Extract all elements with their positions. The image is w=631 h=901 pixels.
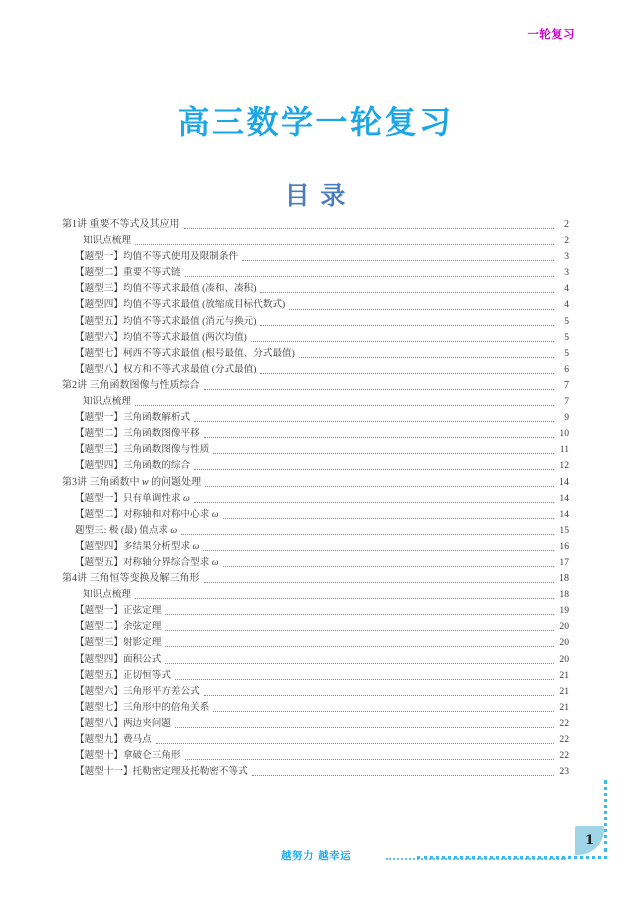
toc-entry-page-number: 21 [559,669,569,681]
toc-leader-dots [204,388,555,390]
toc-entry[interactable] [62,507,569,523]
toc-leader-dots [165,662,554,664]
toc-leader-dots [204,694,554,696]
toc-entry-page-number: 9 [564,412,569,424]
toc-leader-dots [185,758,554,760]
toc-leader-dots [165,613,554,615]
toc-entry-label: 【题型七】柯西不等式求最值 (根号最值、分式最值) [75,347,295,359]
toc-entry-label: 【题型三】射影定理 [75,637,162,649]
toc-leader-dots [135,243,554,245]
toc-entry-label: 【题型十】拿破仑三角形 [75,750,181,762]
toc-entry[interactable] [62,330,569,346]
toc-entry[interactable] [62,314,569,330]
toc-leader-dots [184,227,555,229]
toc-leader-dots [135,404,554,406]
table-of-contents [62,217,569,780]
toc-entry-label: 【题型一】正弦定理 [75,605,162,617]
toc-leader-dots [203,549,554,551]
toc-entry-label: 【题型七】三角形中的倍角关系 [75,701,210,713]
toc-entry[interactable] [62,297,569,313]
toc-entry-label: 【题型四】三角函数的综合 [75,460,191,472]
toc-leader-dots [289,308,554,310]
toc-entry-page-number: 19 [559,605,569,617]
toc-entry-label: 第2讲 三角函数图像与性质综合 [62,379,200,391]
footer-slogan: 越努力 越幸运 [281,850,352,862]
toc-entry-label: 【题型五】均值不等式求最值 (消元与换元) [75,315,257,327]
toc-entry[interactable] [62,619,569,635]
toc-leader-dots [181,533,554,535]
toc-entry-label: 【题型五】对称轴分界综合型求 ω [75,556,219,568]
toc-entry-page-number: 20 [559,621,569,633]
toc-entry[interactable] [62,571,569,587]
toc-entry[interactable] [62,491,569,507]
toc-entry-label: 【题型二】三角函数图像平移 [75,428,200,440]
toc-entry-label: 【题型五】正切恒等式 [75,669,171,681]
toc-heading: 目 录 [284,181,347,210]
toc-leader-dots [204,436,554,438]
toc-leader-dots [185,275,554,277]
toc-leader-dots [260,324,554,326]
toc-entry-page-number: 21 [559,701,569,713]
toc-entry[interactable] [62,426,569,442]
toc-entry-page-number: 20 [559,637,569,649]
toc-entry-page-number: 5 [564,347,569,359]
toc-entry[interactable] [62,281,569,297]
toc-entry[interactable] [62,764,569,780]
page-title: 高三数学一轮复习 [177,103,454,141]
toc-entry[interactable] [62,249,569,265]
toc-entry-page-number: 3 [564,267,569,279]
toc-entry[interactable] [62,668,569,684]
toc-entry-label: 题型三: 极 (最) 值点求 ω [75,524,178,536]
toc-entry-page-number: 14 [559,476,569,488]
toc-leader-dots [205,485,554,487]
toc-entry[interactable] [62,394,569,410]
toc-leader-dots [194,468,554,470]
toc-entry[interactable] [62,539,569,555]
toc-entry-page-number: 11 [559,444,569,456]
corner-dotted-horizontal-line [417,856,607,859]
toc-entry[interactable] [62,603,569,619]
toc-entry[interactable] [62,410,569,426]
toc-entry-page-number: 16 [559,540,569,552]
toc-entry[interactable] [62,346,569,362]
toc-leader-dots [194,420,554,422]
toc-leader-dots [223,565,555,567]
toc-entry-page-number: 23 [559,766,569,778]
toc-leader-dots [175,726,554,728]
toc-leader-dots [260,372,554,374]
toc-entry-page-number: 14 [559,492,569,504]
toc-entry-page-number: 15 [559,524,569,536]
toc-entry-page-number: 4 [564,283,569,295]
toc-entry[interactable] [62,217,569,233]
toc-entry[interactable] [62,732,569,748]
toc-leader-dots [165,629,554,631]
toc-entry-page-number: 7 [564,379,569,391]
toc-entry-page-number: 2 [564,235,569,247]
toc-entry[interactable] [62,475,569,491]
toc-leader-dots [156,742,554,744]
page-number-badge: 1 [575,826,604,855]
toc-leader-dots [260,291,554,293]
toc-entry-label: 【题型十一】托勒密定理及托勒密不等式 [75,766,248,778]
toc-entry-page-number: 21 [559,685,569,697]
toc-entry-page-number: 5 [564,315,569,327]
toc-entry[interactable] [62,265,569,281]
running-header: 一轮复习 [527,27,575,41]
toc-entry[interactable] [62,684,569,700]
toc-leader-dots [175,678,554,680]
toc-leader-dots [299,356,554,358]
toc-entry-page-number: 18 [559,589,569,601]
toc-entry-page-number: 14 [559,508,569,520]
toc-entry[interactable] [62,523,569,539]
toc-leader-dots [204,581,555,583]
toc-entry-page-number: 6 [564,363,569,375]
corner-dotted-vertical-line [604,780,607,852]
toc-entry-label: 【题型四】多结果分析型求 ω [75,540,200,552]
toc-entry[interactable] [62,652,569,668]
toc-entry-label: 第4讲 三角恒等变换及解三角形 [62,573,200,585]
toc-entry-label: 【题型六】均值不等式求最值 (两次均值) [75,331,247,343]
toc-entry-label: 【题型六】三角形平方差公式 [75,685,200,697]
toc-entry[interactable] [62,378,569,394]
toc-entry-label: 【题型三】均值不等式求最值 (凑和、凑积) [75,283,257,295]
toc-entry[interactable] [62,748,569,764]
toc-leader-dots [251,340,554,342]
toc-entry-label: 【题型九】费马点 [75,734,152,745]
toc-entry[interactable] [62,458,569,474]
toc-entry[interactable] [62,635,569,651]
toc-entry-label: 【题型八】两边夹问题 [75,717,171,729]
toc-leader-dots [194,501,554,503]
toc-entry-label: 【题型一】三角函数解析式 [75,412,191,424]
toc-leader-dots [252,774,554,776]
toc-entry-label: 【题型三】三角函数图像与性质 [75,444,210,456]
toc-leader-dots [135,597,554,599]
toc-entry[interactable] [62,587,569,603]
toc-entry-label: 第3讲 三角函数中 w 的问题处理 [62,476,202,488]
toc-entry[interactable] [62,555,569,571]
toc-entry[interactable] [62,362,569,378]
toc-entry-label: 【题型二】重要不等式链 [75,267,181,279]
toc-entry-page-number: 12 [559,460,569,472]
toc-entry-label: 【题型一】只有单调性求 ω [75,492,190,504]
toc-entry-label: 知识点梳理 [83,235,131,247]
toc-entry-label: 【题型二】对称轴和对称中心求 ω [75,508,219,520]
toc-entry[interactable] [62,233,569,249]
toc-entry-page-number: 7 [564,396,569,408]
toc-entry-page-number: 5 [564,331,569,343]
toc-entry-page-number: 22 [559,717,569,729]
toc-leader-dots [165,645,554,647]
toc-entry-label: 知识点梳理 [83,396,131,408]
toc-entry-page-number: 10 [559,428,569,440]
toc-entry-label: 【题型二】余弦定理 [75,621,162,633]
toc-leader-dots [242,259,554,261]
toc-entry[interactable] [62,716,569,732]
toc-entry-page-number: 2 [564,219,569,230]
toc-entry-page-number: 20 [559,653,569,665]
toc-entry-label: 【题型八】权方和不等式求最值 (分式最值) [75,363,257,375]
toc-leader-dots [223,517,555,519]
toc-leader-dots [213,710,554,712]
toc-entry-label: 知识点梳理 [83,589,131,601]
toc-entry-page-number: 4 [564,299,569,311]
toc-entry-page-number: 22 [559,734,569,745]
toc-entry-page-number: 3 [564,251,569,263]
toc-entry-label: 【题型一】均值不等式使用及限制条件 [75,251,239,263]
toc-entry-label: 【题型四】均值不等式求最值 (放缩成目标代数式) [75,299,286,311]
toc-entry-label: 第1讲 重要不等式及其应用 [62,219,180,230]
toc-entry-page-number: 18 [559,573,569,585]
toc-entry[interactable] [62,700,569,716]
toc-entry-label: 【题型四】面积公式 [75,653,162,665]
toc-leader-dots [213,452,554,454]
toc-entry[interactable] [62,442,569,458]
toc-entry-page-number: 22 [559,750,569,762]
toc-entry-page-number: 17 [559,556,569,568]
